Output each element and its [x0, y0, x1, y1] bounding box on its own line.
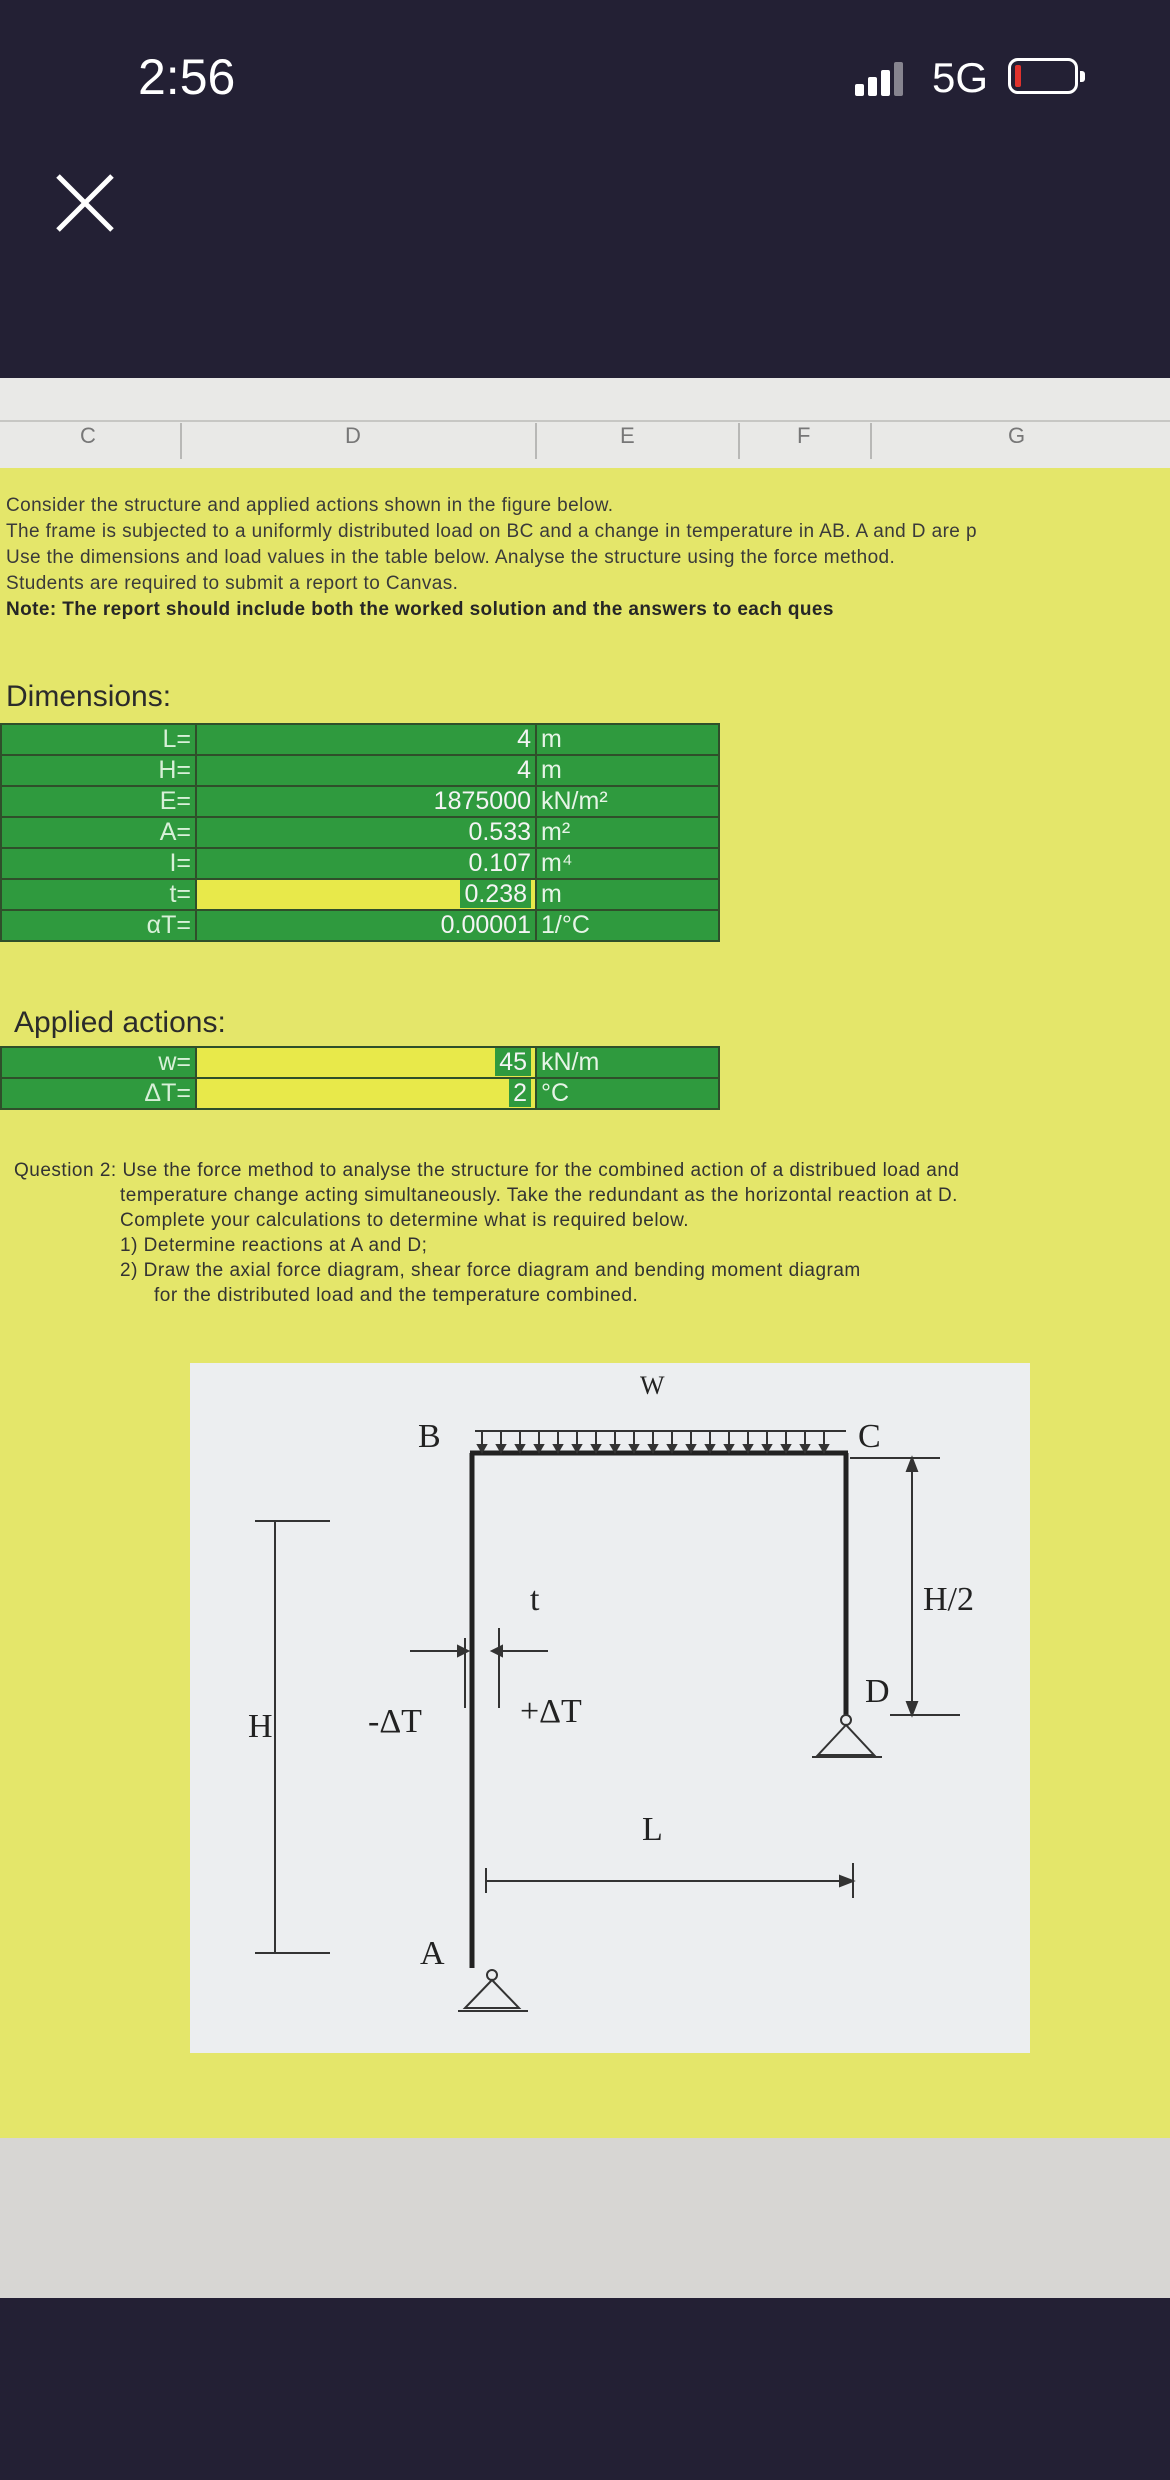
thickness-label: t: [530, 1581, 540, 1618]
question-line: for the distributed load and the temperature combined.: [154, 1285, 639, 1306]
action-value[interactable]: [196, 1078, 536, 1109]
action-value-text: 45: [495, 1048, 531, 1076]
question-line: 2) Draw the axial force diagram, shear force diagram and bending moment diagram: [120, 1260, 861, 1281]
frame-diagram: [190, 1363, 1030, 2053]
joint-b-label: B: [418, 1418, 441, 1455]
column-header-row: [0, 378, 1170, 468]
bottom-bar: [0, 2298, 1170, 2480]
column-c: C: [80, 423, 96, 448]
action-label[interactable]: ΔT=: [1, 1078, 196, 1109]
dim-value[interactable]: [196, 879, 536, 910]
support-a-label: A: [420, 1935, 445, 1972]
pin-support-d: [812, 1715, 882, 1757]
actions-table: [0, 1046, 720, 1110]
dim-label[interactable]: I=: [1, 848, 196, 879]
table-row: [1, 879, 719, 910]
dim-value-text: 0.238: [460, 880, 531, 908]
l-dimension: [486, 1863, 853, 1898]
length-label: L: [642, 1811, 663, 1848]
column-g: G: [1008, 423, 1026, 448]
network-type: 5G: [932, 54, 989, 101]
minus-delta-t-label: -ΔT: [368, 1703, 422, 1740]
table-row: [1, 817, 719, 848]
dim-label[interactable]: L=: [1, 724, 196, 755]
dim-label[interactable]: A=: [1, 817, 196, 848]
action-value[interactable]: [196, 1047, 536, 1078]
dim-unit[interactable]: m: [536, 724, 719, 755]
dim-label[interactable]: H=: [1, 755, 196, 786]
table-row: [1, 910, 719, 941]
dimensions-title: Dimensions:: [6, 680, 172, 713]
dim-value[interactable]: 0.00001: [196, 910, 536, 941]
plus-delta-t-label: +ΔT: [520, 1693, 582, 1730]
load-label: W: [640, 1371, 665, 1400]
table-row: [1, 1078, 719, 1109]
table-row: [1, 1047, 719, 1078]
action-unit[interactable]: °C: [536, 1078, 719, 1109]
dim-unit[interactable]: kN/m²: [536, 786, 719, 817]
intro-line: Consider the structure and applied actions shown in the figure below.: [6, 495, 614, 516]
close-button[interactable]: [50, 168, 120, 238]
column-f: F: [797, 423, 811, 448]
frame-drawing: [190, 1363, 1030, 2053]
dim-value[interactable]: 4: [196, 755, 536, 786]
status-bar: [0, 0, 1170, 160]
table-row: [1, 848, 719, 879]
dim-label[interactable]: E=: [1, 786, 196, 817]
intro-line: Use the dimensions and load values in the table below. Analyse the structure using the force method.: [6, 547, 896, 568]
dim-value[interactable]: 1875000: [196, 786, 536, 817]
height-label: H: [248, 1708, 273, 1745]
column-d: D: [345, 423, 361, 448]
action-value-text: 2: [509, 1079, 531, 1107]
signal-icon: [855, 62, 903, 96]
photo-image: [0, 378, 1170, 2298]
table-row: [1, 755, 719, 786]
actions-title: Applied actions:: [14, 1006, 226, 1039]
dim-value[interactable]: 0.107: [196, 848, 536, 879]
dim-unit[interactable]: m⁴: [536, 848, 719, 879]
distributed-load-arrows: [475, 1431, 846, 1452]
action-unit[interactable]: kN/m: [536, 1047, 719, 1078]
column-e: E: [620, 423, 635, 448]
question-line: 1) Determine reactions at A and D;: [120, 1235, 428, 1256]
dim-value[interactable]: 4: [196, 724, 536, 755]
table-row: [1, 724, 719, 755]
dim-label[interactable]: αT=: [1, 910, 196, 941]
question-line: Question 2: Use the force method to analyse the structure for the combined action of a distribued load and: [14, 1160, 960, 1181]
clock: 2:56: [138, 49, 236, 105]
action-label[interactable]: w=: [1, 1047, 196, 1078]
question-line: Complete your calculations to determine what is required below.: [120, 1210, 690, 1231]
pin-support-a: [458, 1970, 528, 2011]
dimensions-table: [0, 723, 720, 942]
half-height-label: H/2: [923, 1581, 974, 1618]
dim-value[interactable]: 0.533: [196, 817, 536, 848]
dim-unit[interactable]: m: [536, 879, 719, 910]
intro-text: [6, 493, 977, 623]
table-row: [1, 786, 719, 817]
question-text: [14, 1158, 959, 1308]
intro-line: The frame is subjected to a uniformly distributed load on BC and a change in temperature in AB. A and D are p: [6, 521, 977, 542]
dim-unit[interactable]: m²: [536, 817, 719, 848]
intro-line: Students are required to submit a report to Canvas.: [6, 573, 459, 594]
dim-unit[interactable]: m: [536, 755, 719, 786]
support-d-label: D: [865, 1673, 890, 1710]
joint-c-label: C: [858, 1418, 881, 1455]
question-line: temperature change acting simultaneously. Take the redundant as the horizontal reaction at D.: [120, 1185, 958, 1206]
dim-label[interactable]: t=: [1, 879, 196, 910]
report-note: Note: The report should include both the worked solution and the answers to each ques: [6, 599, 834, 620]
dim-unit[interactable]: 1/°C: [536, 910, 719, 941]
battery-icon: [1008, 58, 1078, 94]
close-icon: [50, 168, 120, 238]
